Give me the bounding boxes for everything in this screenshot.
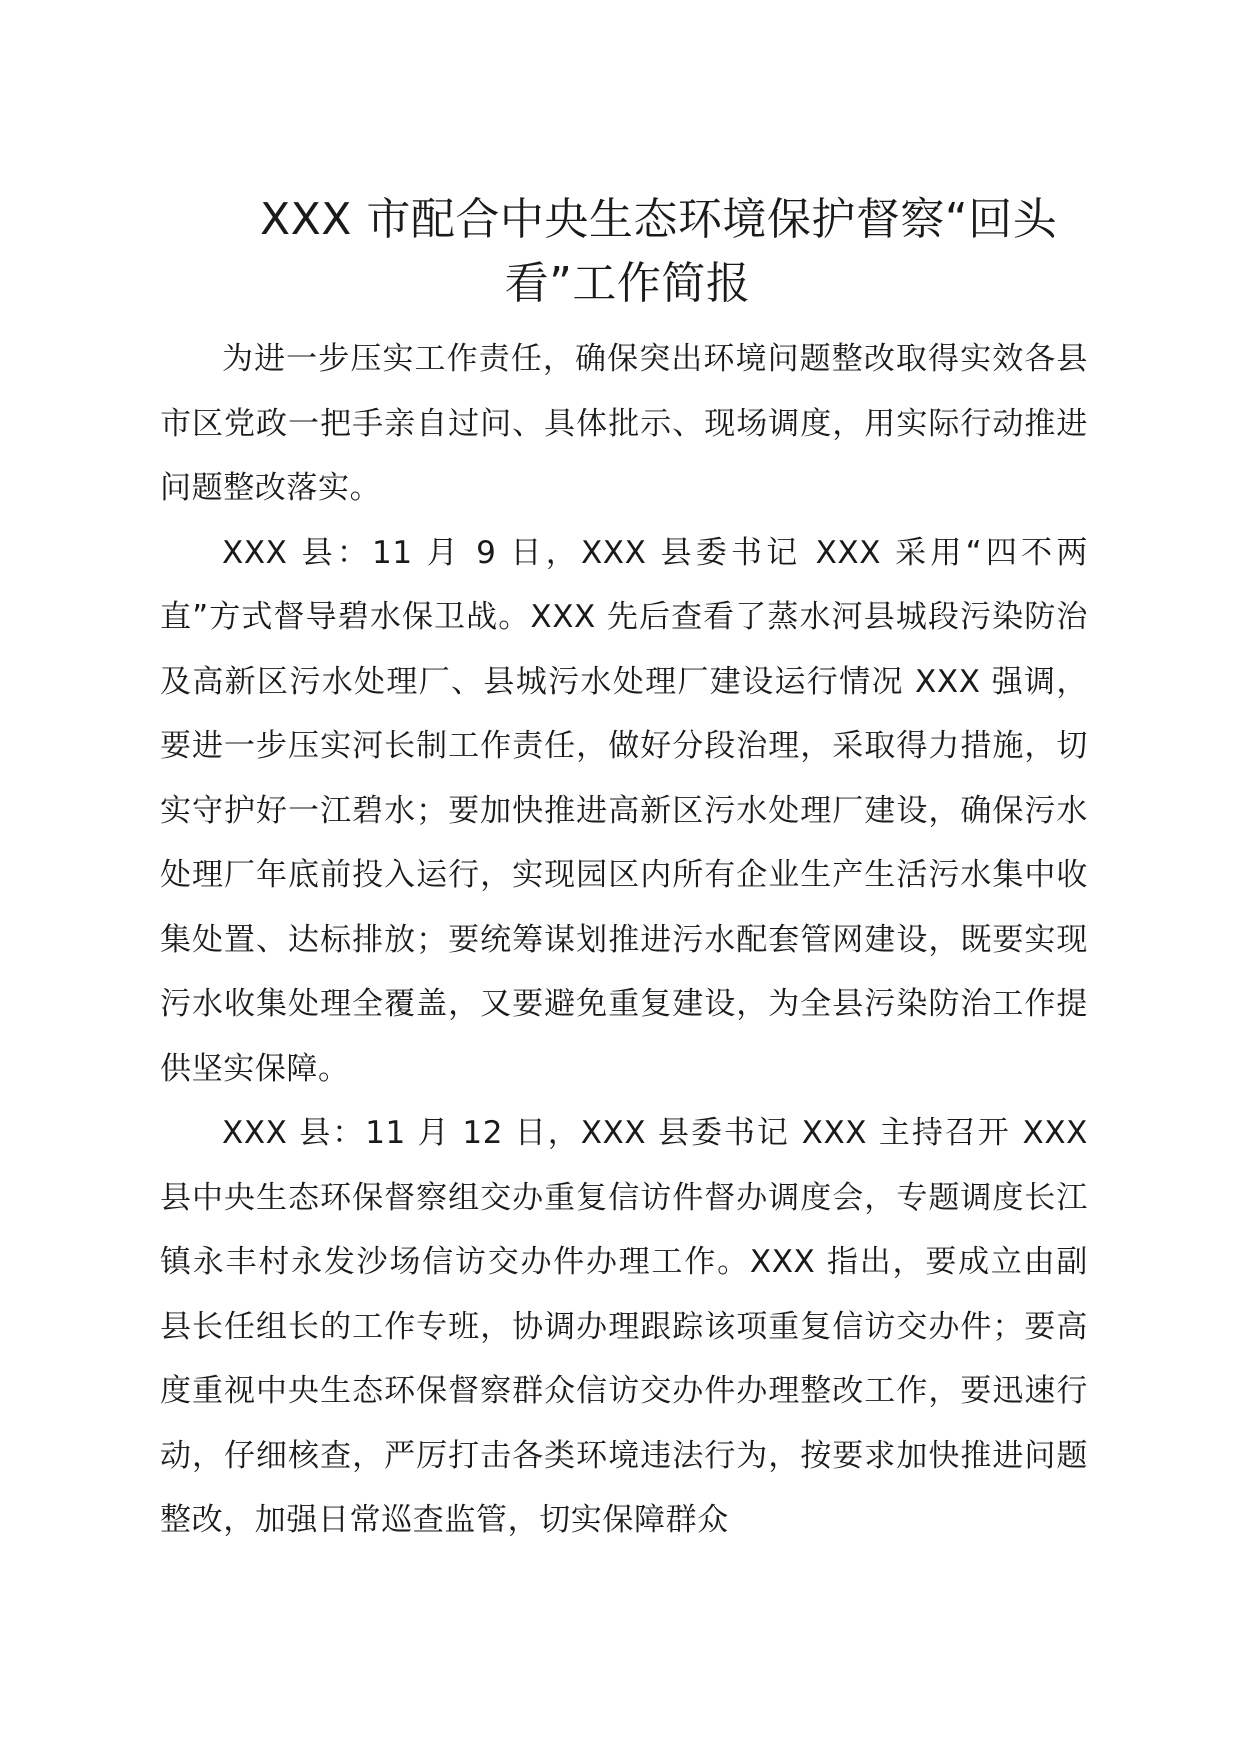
paragraph-county-1: XXX 县：11 月 9 日，XXX 县委书记 XXX 采用“四不两直”方式督导碧水保卫战。XXX 先后查看了蒸水河县城段污染防治及高新区污水处理厂、县城污水处理厂建设运行情况 XXX 强调，要进一步压实河长制工作责任，做好分段治理，采取得力措施，切实守护好一江碧水；要加快推进高新区污水处理厂建设，确保污水处理厂年底前投入运行，实现园区内所有企业生产生活污水集中收集处置、达标排放；要统筹谋划推进污水配套管网建设，既要实现污水收集处理全覆盖，又要避免重复建设，为全县污染防治工作提供坚实保障。	[160, 534, 1088, 1087]
paragraph-county-2: XXX 县：11 月 12 日，XXX 县委书记 XXX 主持召开 XXX 县中央生态环保督察组交办重复信访件督办调度会，专题调度长江镇永丰村永发沙场信访交办件办理工作。XXX 指出，要成立由副县长任组长的工作专班，协调办理跟踪该项重复信访交办件；要高度重视中央生态环保督察群众信访交办件办理整改工作，要迅速行动，仔细核查，严厉打击各类环境违法行为，按要求加快推进问题整改，加强日常巡查监管，切实保障群众	[160, 1115, 1088, 1538]
document-title	[160, 188, 1095, 316]
document-body	[160, 327, 1088, 1553]
paragraph-intro: 为进一步压实工作责任，确保突出环境问题整改取得实效各县市区党政一把手亲自过问、具体批示、现场调度，用实际行动推进问题整改落实。	[160, 341, 1088, 506]
title-line-2: 看”工作简报	[504, 258, 751, 309]
title-line-1: XXX 市配合中央生态环境保护督察“回头	[260, 194, 1058, 245]
